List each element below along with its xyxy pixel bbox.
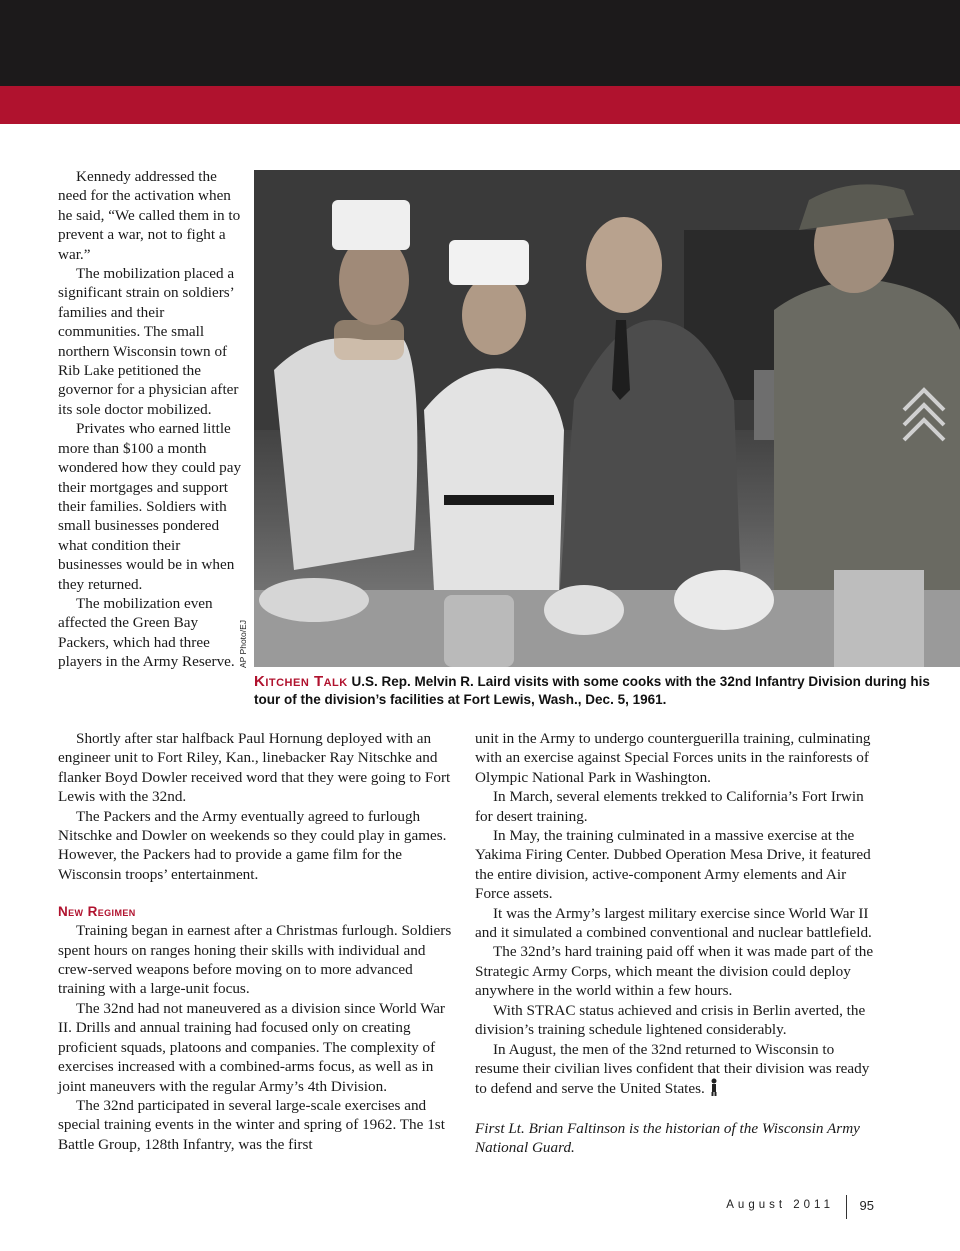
author-bio: First Lt. Brian Faltinson is the historian of the Wisconsin Army National Guard. [475,1119,860,1157]
header-red-band [0,86,960,124]
photo-credit: AP Photo/EJ [238,619,248,668]
paragraph: The Packers and the Army eventually agreed to furlough Nitschke and Dowler on weekends so they could play in games. However, the Packers had to provide a game film for the Wisconsin troops’ entertainment. [58,807,447,883]
photograph-image-icon [254,170,960,667]
paragraph: In March, several elements trekked to California’s Fort Irwin for desert training. [475,788,864,825]
caption-kicker: Kitchen Talk [254,673,348,690]
right-column [475,729,875,1158]
paragraph: Privates who earned little more than $100 a month wondered how they could pay their mortgages and support their families. Soldiers with small businesses pondered what condition their businesses would be in when they returned. [58,420,242,593]
page-footer [700,1195,880,1219]
photo-kitchen-talk [254,170,960,667]
paragraph: With STRAC status achieved and crisis in Berlin averted, the division’s training schedule lightened considerably. [475,1001,866,1039]
footer-divider [846,1195,847,1219]
paragraph: The mobilization even affected the Green Bay Packers, which had three players in the Army Reserve. [58,594,235,671]
narrow-column [58,167,243,672]
header-black-band [0,0,960,86]
paragraph: Training began in earnest after a Christmas furlough. Soldiers spent hours on ranges honing their skills with individual and crew-served weapons before moving on to more advanced training with a large-unit focus. [58,922,452,998]
paragraph: Shortly after star halfback Paul Hornung deployed with an engineer unit to Fort Riley, Kan., linebacker Ray Nitschke and flanker Boyd Dowler received word that they were going to Fort Lewis with the 32nd. [58,730,451,806]
paragraph: It was the Army’s largest military exercise since World War II and it simulated a combined conventional and nuclear battlefield. [475,904,872,942]
caption-text: U.S. Rep. Melvin R. Laird visits with some cooks with the 32nd Infantry Division during his tour of the division’s facilities at Fort Lewis, Wash., Dec. 5, 1961. [254,674,930,707]
photo-caption [254,673,934,709]
paragraph: The mobilization placed a significant strain on soldiers’ families and their communities. The small northern Wisconsin town of Rib Lake petitioned the governor for a physician after its sole doctor mobilized. [58,265,239,418]
paragraph: The 32nd’s hard training paid off when it was made part of the Strategic Army Corps, which meant the division could deploy anywhere in the world within a few hours. [475,943,874,1000]
left-column [58,729,460,1154]
page-number: 95 [859,1198,874,1213]
paragraph: unit in the Army to undergo counterguerilla training, culminating with an exercise against Special Forces units in the rainforests of Olympic National Park in Washington. [475,730,871,786]
paragraph: The 32nd participated in several large-scale exercises and special training events in the winter and spring of 1962. The 1st Battle Group, 128th Infantry, was the first [58,1096,445,1153]
paragraph: Kennedy addressed the need for the activation when he said, “We called them in to prevent a war, not to fight a war.” [58,168,241,263]
paragraph: The 32nd had not maneuvered as a division since World War II. Drills and annual training had focused only on creating proficient squads, platoons and companies. The complexity of exercises increased with a combined-arms focus, as well as in joint maneuvers with the regular Army’s 4th Division. [58,999,445,1095]
paragraph: In May, the training culminated in a massive exercise at the Yakima Firing Center. Dubbed Operation Mesa Drive, it featured the entire division, active-component Army elements and Air Force assets. [475,827,871,903]
paragraph-final: In August, the men of the 32nd returned to Wisconsin to resume their civilian lives confident that their division was ready to defend and serve the United States. [475,1040,870,1098]
footer-month: August 2011 [726,1199,834,1211]
section-subhead: New Regimen [58,904,136,920]
soldier-endmark-icon [709,1078,719,1096]
